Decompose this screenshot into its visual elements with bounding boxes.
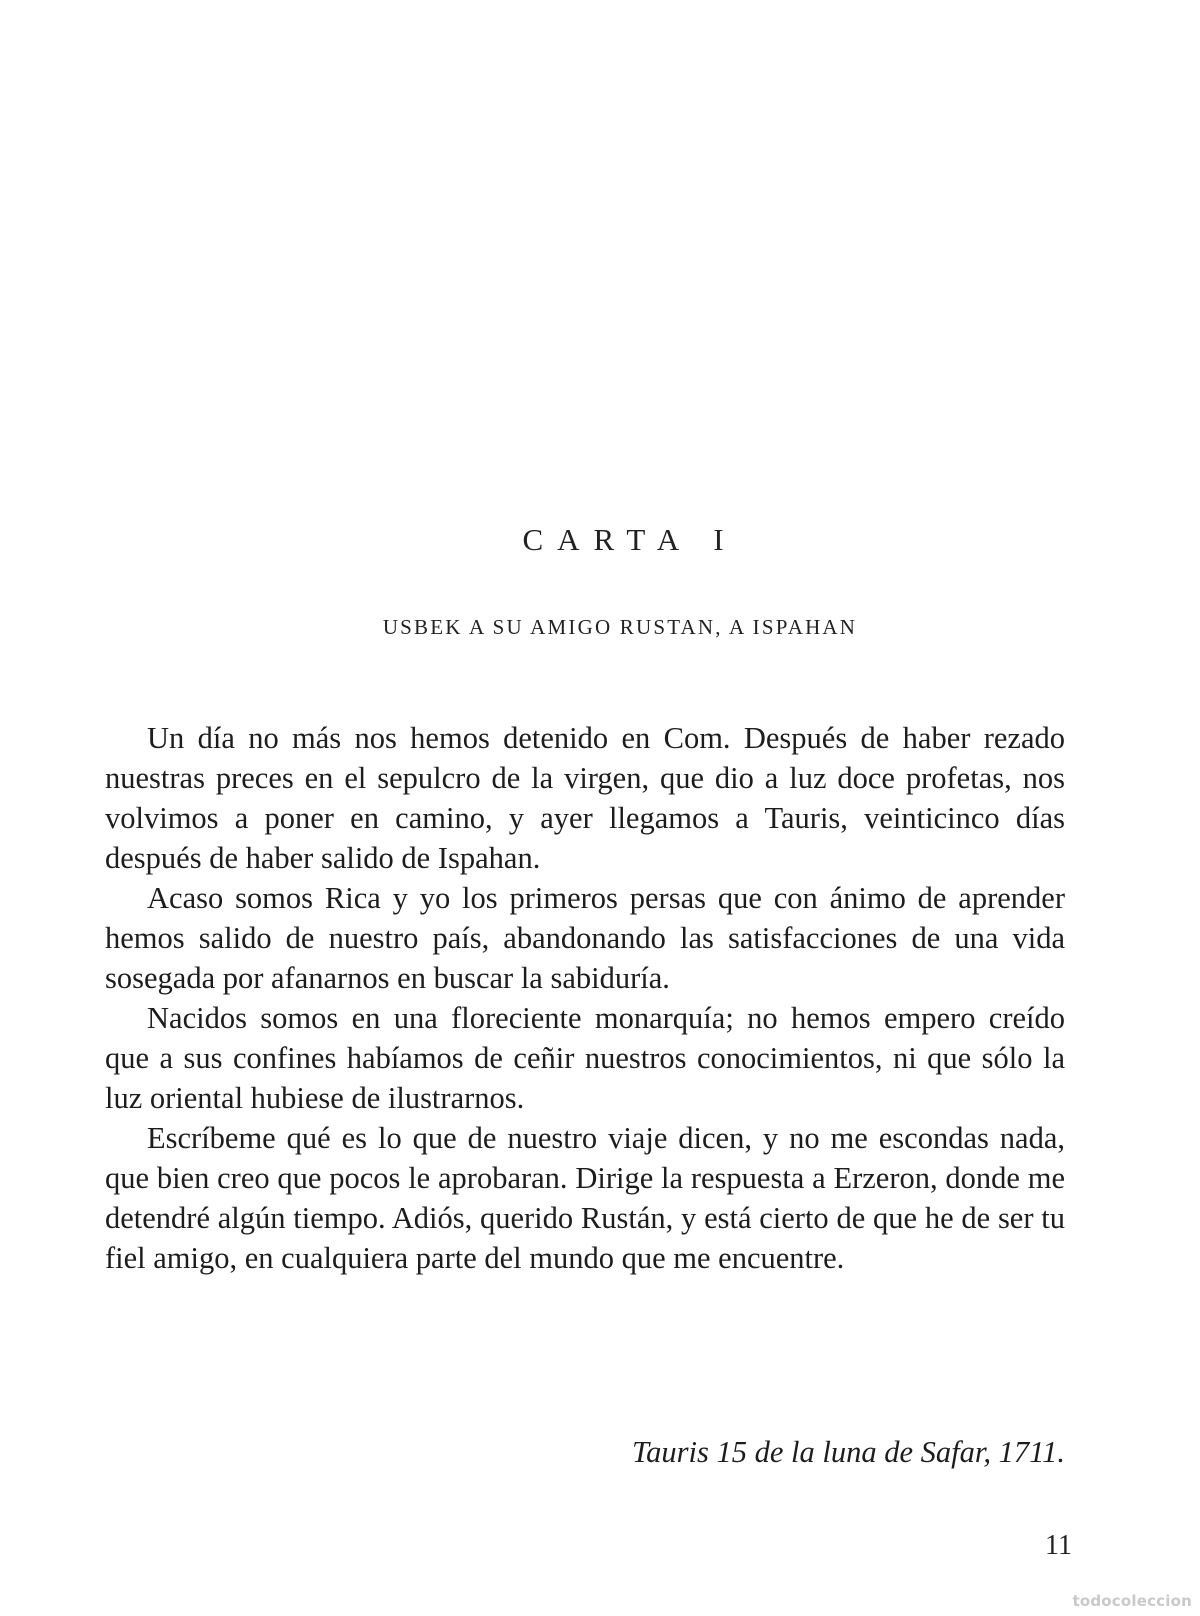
page-number: 11 [1045, 1530, 1072, 1561]
paragraph-4: Escríbeme qué es lo que de nuestro viaje dicen, y no me escondas nada, que bien creo que pocos le aprobaran. Dirige la respuesta a Erzeron, donde me detendré algún tiempo. Adiós, querido Rustán, y está cierto de que he de ser tu fiel amigo, en cualquiera parte del mundo que me encuentre. [105, 1121, 1065, 1275]
letter-body [105, 718, 1065, 1278]
paragraph-3: Nacidos somos en una floreciente monarquía; no hemos empero creído que a sus confines habíamos de ceñir nuestros conocimientos, ni que sólo la luz oriental hubiese de ilustrarnos. [105, 1001, 1065, 1115]
letter-signoff: Tauris 15 de la luna de Safar, 1711. [632, 1435, 1065, 1469]
letter-title: CARTA I [522, 522, 738, 557]
letter-subtitle: USBEK A SU AMIGO RUSTAN, A ISPAHAN [382, 615, 858, 639]
paragraph-2: Acaso somos Rica y yo los primeros persas que con ánimo de aprender hemos salido de nuestro país, abandonando las satisfacciones de una vida sosegada por afanarnos en buscar la sabiduría. [105, 881, 1065, 995]
paragraph-1: Un día no más nos hemos detenido en Com. Después de haber rezado nuestras preces en el sepulcro de la virgen, que dio a luz doce profetas, nos volvimos a poner en camino, y ayer llegamos a Tauris, veinticinco días después de haber salido de Ispahan. [105, 721, 1065, 875]
watermark: todocoleccion [1072, 1592, 1192, 1610]
